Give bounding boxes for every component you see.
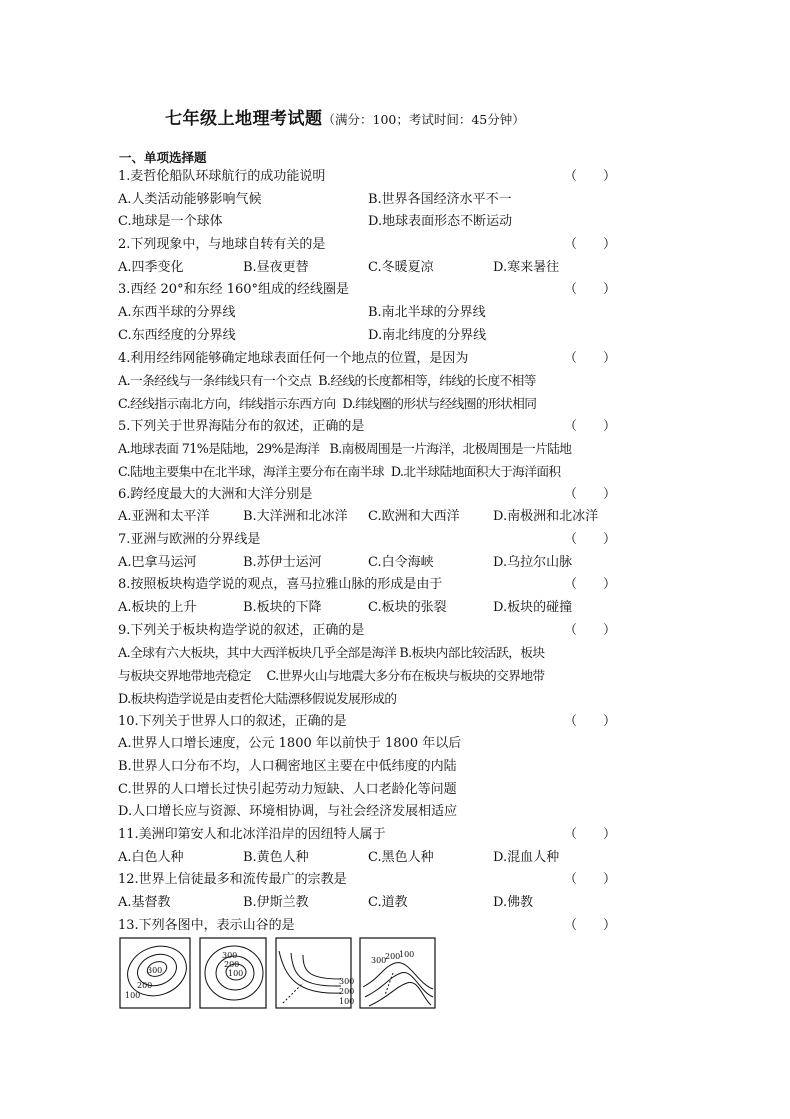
option-a: A.人类活动能够影响气候 xyxy=(118,191,262,207)
question-10-option-a: A.世界人口增长速度，公元 1800 年以前快于 1800 年以后 xyxy=(118,736,462,752)
answer-bracket: （ ） xyxy=(563,622,616,638)
option-a: A.基督教 xyxy=(118,895,171,910)
question-4-stem: 4.利用经纬网能够确定地球表面任何一个地点的位置，是因为 （ ） xyxy=(118,348,618,371)
contour-label-map4-200: 200 xyxy=(385,952,401,961)
option-c: C.黑色人种 xyxy=(368,849,434,865)
option-a: A.巴拿马运河 xyxy=(118,554,197,570)
question-5-stem: 5.下列关于世界海陆分布的叙述，正确的是 （ ） xyxy=(118,416,618,439)
option-b: B.世界各国经济水平不一 xyxy=(368,191,512,207)
option-b: B.黄色人种 xyxy=(243,849,309,865)
option-c: C.陆地主要集中在北半球，海洋主要分布在南半球 xyxy=(118,463,384,479)
contour-label-map4-100: 100 xyxy=(399,950,415,959)
option-c: C.欧洲和大西洋 xyxy=(368,509,460,525)
option-a: A.一条经线与一条纬线只有一个交点 xyxy=(118,373,312,389)
contour-label-map4-300: 300 xyxy=(371,956,387,965)
option-b: B.经线的长度都相等，纬线的长度不相等 xyxy=(318,373,536,389)
option-b: B.板块的下降 xyxy=(243,600,322,616)
option-c: C.东西经度的分界线 xyxy=(118,327,236,343)
option-d: D.板块的碰撞 xyxy=(493,600,573,616)
question-3-options xyxy=(118,302,618,325)
contour-label-map3-100: 100 xyxy=(339,997,355,1006)
exam-title: 七年级上地理考试题 xyxy=(165,109,323,129)
option-b: B.伊斯兰教 xyxy=(243,895,309,910)
answer-bracket: （ ） xyxy=(563,486,616,502)
option-a: A.板块的上升 xyxy=(118,600,197,616)
question-8-stem: 8.按照板块构造学说的观点，喜马拉雅山脉的形成是由于 （ ） xyxy=(118,574,618,597)
option-d: D.佛教 xyxy=(493,895,534,910)
answer-bracket: （ ） xyxy=(563,826,616,842)
option-d: D.南极洲和北冰洋 xyxy=(493,509,599,525)
question-10-option-b: B.世界人口分布不均，人口稠密地区主要在中低纬度的内陆 xyxy=(118,758,457,774)
option-a: A.白色人种 xyxy=(118,849,184,865)
answer-bracket: （ ） xyxy=(563,872,616,888)
question-5-options-2 xyxy=(118,461,618,484)
answer-bracket: （ ） xyxy=(563,532,616,547)
question-3-stem: 3.西经 20°和东经 160°组成的经线圈是 （ ） xyxy=(118,279,618,302)
option-d: D.寒来暑往 xyxy=(493,259,560,275)
question-11-options xyxy=(118,847,618,870)
exam-title-block xyxy=(165,104,525,129)
question-10-stem: 10.下列关于世界人口的叙述，正确的是 （ ） xyxy=(118,711,618,734)
option-d: D.纬线圈的形状与经线圈的形状相同 xyxy=(342,395,537,411)
question-4-options-2 xyxy=(118,393,618,416)
question-2-stem: 2.下列现象中，与地球自转有关的是 （ ） xyxy=(118,234,618,257)
contour-maps xyxy=(119,937,439,1009)
question-4-options xyxy=(118,370,618,393)
option-a: A.亚洲和太平洋 xyxy=(118,509,210,525)
option-b: B.昼夜更替 xyxy=(243,259,309,275)
question-10-option-d: D.人口增长应与资源、环境相协调，与社会经济发展相适应 xyxy=(118,804,458,820)
contour-label-map3-300: 300 xyxy=(339,977,355,986)
option-a: A.四季变化 xyxy=(118,259,184,275)
question-10-option-c: C.世界的人口增长过快引起劳动力短缺、人口老龄化等问题 xyxy=(118,781,457,797)
option-d: D.乌拉尔山脉 xyxy=(493,554,573,570)
contour-map-4 xyxy=(360,938,435,1008)
answer-bracket: （ ） xyxy=(563,237,616,253)
answer-bracket: （ ） xyxy=(563,713,616,729)
question-12-stem: 12.世界上信徒最多和流传最广的宗教是 （ ） xyxy=(118,869,618,892)
question-1-options xyxy=(118,189,618,212)
question-8-options xyxy=(118,597,618,620)
option-b: B.南极周围是一片海洋，北极周围是一片陆地 xyxy=(329,441,572,457)
section-heading: 一、单项选择题 xyxy=(119,150,207,165)
exam-subtitle: （满分：100；考试时间：45分钟） xyxy=(322,112,525,127)
contour-label-map1-100: 100 xyxy=(125,991,141,1000)
option-c: C.道教 xyxy=(368,895,408,910)
question-1-stem: 1.麦哲伦船队环球航行的成功能说明 （ ） xyxy=(118,166,618,189)
option-b: B.南北半球的分界线 xyxy=(368,305,486,321)
question-7-options xyxy=(118,552,618,575)
question-3-options-2 xyxy=(118,325,618,348)
answer-bracket: （ ） xyxy=(563,282,616,298)
question-13-stem: 13.下列各图中，表示山谷的是 （ ） xyxy=(118,915,618,938)
option-d: D.混血人种 xyxy=(493,849,560,865)
contour-label-map2-300: 300 xyxy=(222,951,238,960)
option-c: C.地球是一个球体 xyxy=(118,214,223,230)
answer-bracket: （ ） xyxy=(563,169,616,184)
question-7-stem: 7.亚洲与欧洲的分界线是 （ ） xyxy=(118,529,618,552)
option-b: B.大洋洲和北冰洋 xyxy=(243,509,348,525)
question-5-options xyxy=(118,438,618,461)
answer-bracket: （ ） xyxy=(563,350,616,366)
option-c: C.板块的张裂 xyxy=(368,600,447,616)
question-11-stem: 11.美洲印第安人和北冰洋沿岸的因纽特人属于 （ ） xyxy=(118,824,618,847)
contour-label-map2-100: 100 xyxy=(228,969,244,978)
question-9-stem: 9.下列关于板块构造学说的叙述，正确的是 （ ） xyxy=(118,620,618,643)
question-2-options xyxy=(118,257,618,280)
question-1-options-2 xyxy=(118,211,618,234)
option-d: D.地球表面形态不断运动 xyxy=(368,214,513,230)
option-d: D.北半球陆地面积大于海洋面积 xyxy=(390,463,561,479)
option-a: A.东西半球的分界线 xyxy=(118,305,236,321)
question-6-stem: 6.跨经度最大的大洲和大洋分别是 （ ） xyxy=(118,484,618,507)
answer-bracket: （ ） xyxy=(563,577,616,593)
contour-label-map2-200: 200 xyxy=(224,960,240,969)
question-9-line-1: A.全球有六大板块，其中大西洋板块几乎全部是海洋 B.板块内部比较活跃，板块 xyxy=(118,645,545,661)
answer-bracket: （ ） xyxy=(563,917,616,933)
question-9-line-2: 与板块交界地带地壳稳定 C.世界火山与地震大多分布在板块与板块的交界地带 xyxy=(118,668,545,684)
option-c: C.经线指示南北方向，纬线指示东西方向 xyxy=(118,395,336,411)
contour-label-map1-200: 200 xyxy=(137,981,153,990)
contour-map-figures xyxy=(119,937,439,1009)
option-d: D.南北纬度的分界线 xyxy=(368,327,487,343)
question-list xyxy=(118,166,618,937)
option-c: C.冬暖夏凉 xyxy=(368,259,434,275)
question-9-line-3: D.板块构造学说是由麦哲伦大陆漂移假说发展形成的 xyxy=(118,690,397,706)
option-a: A.地球表面 71%是陆地，29%是海洋 xyxy=(118,441,320,457)
question-12-options xyxy=(118,892,618,915)
answer-bracket: （ ） xyxy=(563,418,616,434)
contour-label-map3-200: 200 xyxy=(339,987,355,996)
option-b: B.苏伊士运河 xyxy=(243,554,322,570)
contour-label-map1-300: 300 xyxy=(147,966,163,975)
option-c: C.白令海峡 xyxy=(368,554,434,570)
question-6-options xyxy=(118,506,618,529)
